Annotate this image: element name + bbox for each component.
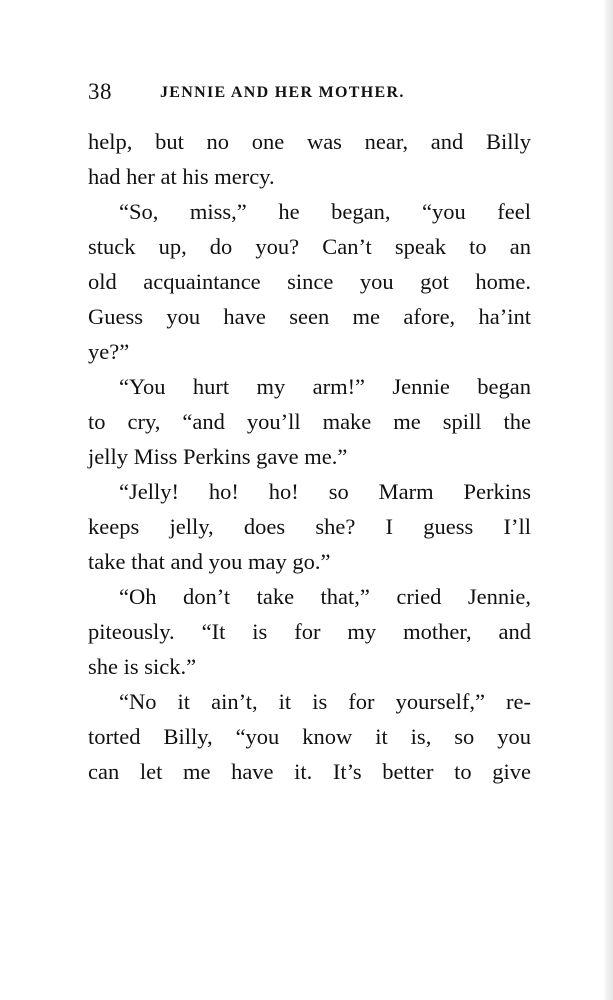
- text-line: she is sick.”: [88, 654, 197, 679]
- text-line: “No it ain’t, it is for yourself,” re-: [119, 689, 531, 714]
- text-line: take that and you may go.”: [88, 549, 331, 574]
- text-line: “Oh don’t take that,” cried Jennie,: [119, 584, 531, 609]
- body-text: [88, 124, 531, 789]
- text-line: stuck up, do you? Can’t speak to an: [88, 234, 531, 259]
- text-line: piteously. “It is for my mother, and: [88, 619, 531, 644]
- page-header: [88, 78, 528, 106]
- text-line: to cry, “and you’ll make me spill the: [88, 409, 531, 434]
- text-line: keeps jelly, does she? I guess I’ll: [88, 514, 531, 539]
- text-line: “So, miss,” he began, “you feel: [119, 199, 531, 224]
- text-line: had her at his mercy.: [88, 164, 275, 189]
- page-number: 38: [88, 79, 112, 104]
- text-line: torted Billy, “you know it is, so you: [88, 724, 531, 749]
- text-line: Guess you have seen me afore, ha’int: [88, 304, 531, 329]
- text-line: old acquaintance since you got home.: [88, 269, 531, 294]
- page-edge-shadow: [603, 0, 613, 1000]
- text-line: jelly Miss Perkins gave me.”: [88, 444, 348, 469]
- text-line: ye?”: [88, 339, 130, 364]
- text-line: “Jelly! ho! ho! so Marm Perkins: [119, 479, 531, 504]
- text-line: help, but no one was near, and Billy: [88, 129, 531, 154]
- running-title: JENNIE AND HER MOTHER.: [160, 84, 405, 101]
- text-line: can let me have it. It’s better to give: [88, 759, 531, 784]
- text-line: “You hurt my arm!” Jennie began: [119, 374, 531, 399]
